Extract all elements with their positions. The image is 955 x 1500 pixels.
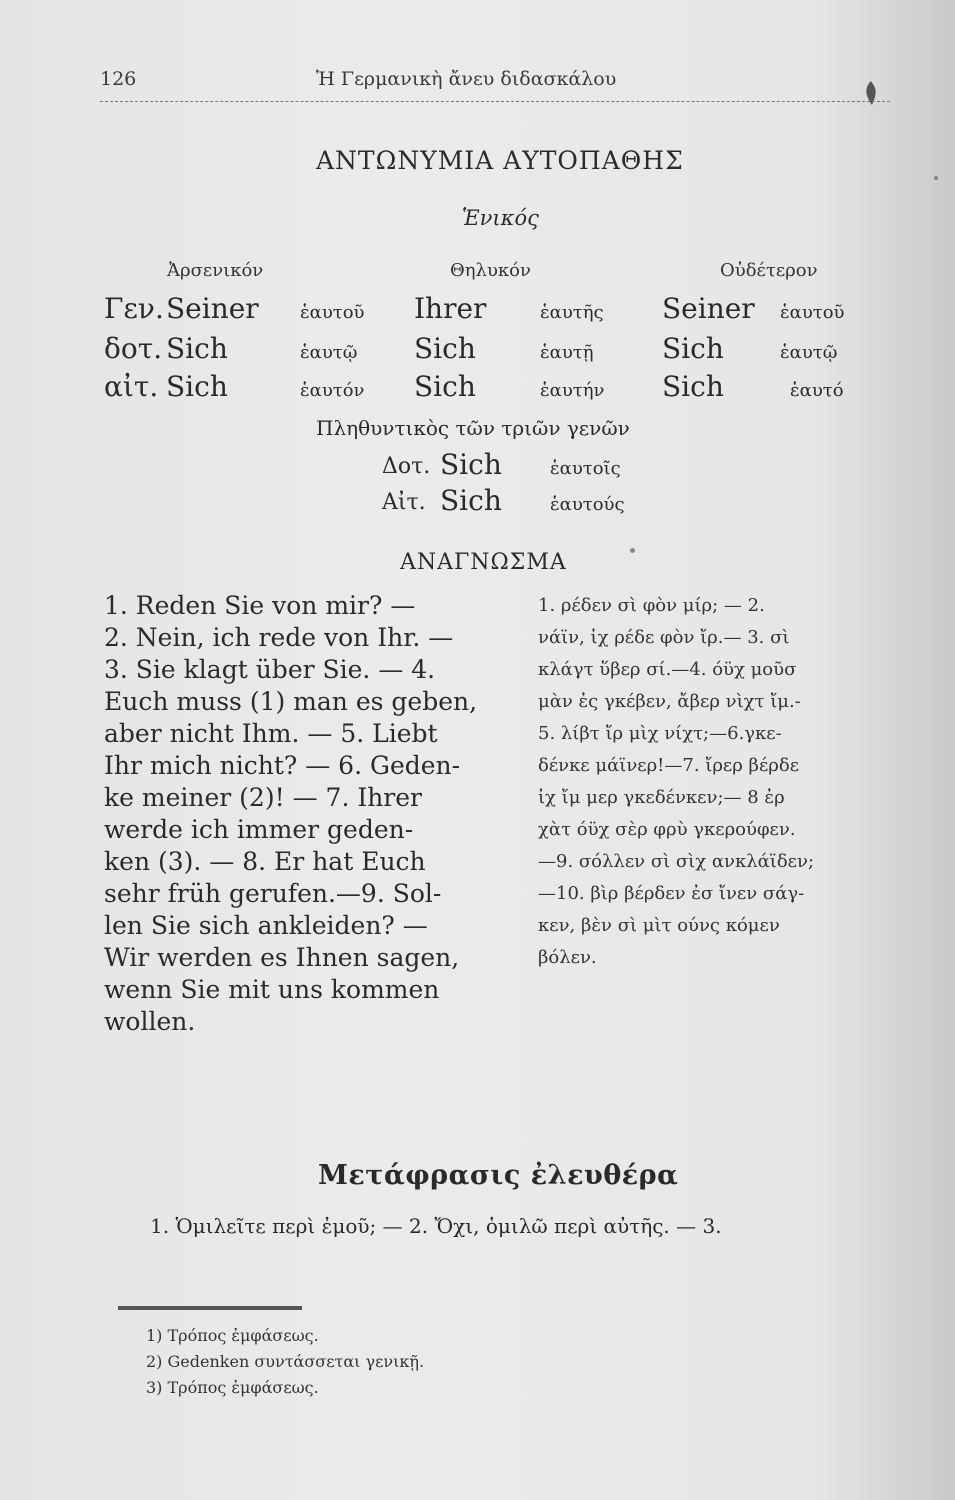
case-label: δοτ. (104, 332, 163, 365)
german-form: Sich (440, 448, 502, 481)
german-line: 3. Sie klagt über Sie. — 4. (104, 655, 436, 684)
greek-form: ἑαυτούς (550, 494, 625, 515)
case-label: Αἰτ. (382, 490, 426, 515)
german-form: Seiner (166, 292, 259, 325)
footnote: 3) Τρόπος ἐμφάσεως. (146, 1378, 319, 1397)
german-line: 2. Nein, ich rede von Ihr. — (104, 623, 454, 652)
greek-form: ἑαυτό (790, 380, 844, 401)
german-line: Euch muss (1) man es geben, (104, 687, 478, 716)
singular-subtitle: Ἑνικός (462, 206, 539, 230)
gender-masculine: Ἀρσενικόν (167, 260, 264, 281)
case-label: Δοτ. (382, 454, 431, 479)
german-line: aber nicht Ihm. — 5. Liebt (104, 719, 438, 748)
greek-line: βόλεν. (538, 947, 597, 968)
translation-line: 1. Ὁμιλεῖτε περὶ ἐμοῦ; — 2. Ὄχι, ὁμιλῶ περὶ αὐτῆς. — 3. (150, 1214, 722, 1238)
footnote: 2) Gedenken συντάσσεται γενικῇ. (146, 1352, 425, 1371)
header-rule (100, 101, 890, 102)
greek-line: νάϊν, ἰχ ρέδε φὸν ἴρ.— 3. σὶ (538, 627, 790, 648)
greek-form: ἑαυτῷ (780, 342, 838, 363)
greek-line: 5. λίβτ ἴρ μὶχ νίχτ;—6.γκε- (538, 723, 782, 744)
ornament-icon (862, 80, 880, 106)
plural-heading: Πληθυντικὸς τῶν τριῶν γενῶν (316, 416, 630, 440)
german-form: Sich (662, 370, 724, 403)
greek-line: 1. ρέδεν σὶ φὸν μίρ; — 2. (538, 595, 765, 616)
running-title: Ἡ Γερμανικὴ ἄνευ διδασκάλου (316, 68, 617, 90)
greek-form: ἑαυτῇ (540, 342, 594, 363)
german-line: Wir werden es Ihnen sagen, (104, 943, 460, 972)
german-line: 1. Reden Sie von mir? — (104, 591, 416, 620)
section-heading: ΑΝΤΩΝΥΜΙΑ ΑΥΤΟΠΑΘΗΣ (316, 146, 684, 175)
gender-feminine: Θηλυκόν (450, 260, 531, 281)
german-form: Sich (440, 484, 502, 517)
greek-line: ἰχ ἴμ μερ γκεδένκεν;— 8 ἐρ (538, 787, 785, 808)
german-form: Ihrer (414, 292, 487, 325)
german-line: Ihr mich nicht? — 6. Geden- (104, 751, 461, 780)
german-line: ke meiner (2)! — 7. Ihrer (104, 783, 423, 812)
greek-line: —9. σόλλεν σὶ σὶχ ανκλάϊδεν; (538, 851, 815, 872)
greek-form: ἑαυτοῖς (550, 458, 621, 479)
reading-heading: ΑΝΑΓΝΩΣΜΑ (400, 550, 567, 575)
greek-line: κλάγτ ὕβερ σί.—4. όϋχ μοῦσ (538, 659, 797, 680)
greek-form: ἑαυτήν (540, 380, 605, 401)
greek-line: κεν, βὲν σὶ μὶτ ούνς κόμεν (538, 915, 780, 936)
german-form: Sich (414, 332, 476, 365)
translation-heading: Μετάφρασις ἐλευθέρα (318, 1160, 679, 1191)
greek-form: ἑαυτόν (300, 380, 365, 401)
german-line: len Sie sich ankleiden? — (104, 911, 428, 940)
footnote: 1) Τρόπος ἐμφάσεως. (146, 1326, 319, 1345)
greek-line: —10. βὶρ βέρδεν ἐσ ἴνεν σάγ- (538, 883, 805, 904)
page-number: 126 (100, 68, 137, 90)
footnote-rule (118, 1306, 302, 1310)
greek-form: ἑαυτῆς (540, 302, 604, 323)
german-line: wollen. (104, 1007, 196, 1036)
greek-line: δένκε μάϊνερ!—7. ἴρερ βέρδε (538, 755, 800, 776)
greek-form: ἑαυτοῦ (780, 302, 845, 323)
greek-form: ἑαυτῷ (300, 342, 358, 363)
german-form: Sich (662, 332, 724, 365)
case-label: Γεν. (104, 292, 164, 325)
german-line: sehr früh gerufen.—9. Sol- (104, 879, 442, 908)
case-label: αἰτ. (104, 370, 159, 403)
german-form: Sich (414, 370, 476, 403)
german-form: Sich (166, 370, 228, 403)
german-line: ken (3). — 8. Er hat Euch (104, 847, 426, 876)
german-line: werde ich immer geden- (104, 815, 414, 844)
german-text-column (104, 590, 524, 1038)
greek-form: ἑαυτοῦ (300, 302, 365, 323)
greek-line: χὰτ όϋχ σὲρ φρὺ γκερούφεν. (538, 819, 796, 840)
german-line: wenn Sie mit uns kommen (104, 975, 440, 1004)
greek-line: μὰν ἐς γκέβεν, ἄβερ νὶχτ ἴμ.- (538, 691, 801, 712)
greek-transliteration-column (538, 590, 918, 974)
gender-neuter: Οὐδέτερον (720, 260, 818, 281)
german-form: Seiner (662, 292, 755, 325)
german-form: Sich (166, 332, 228, 365)
paper-speck (630, 548, 635, 553)
paper-speck (934, 176, 938, 180)
